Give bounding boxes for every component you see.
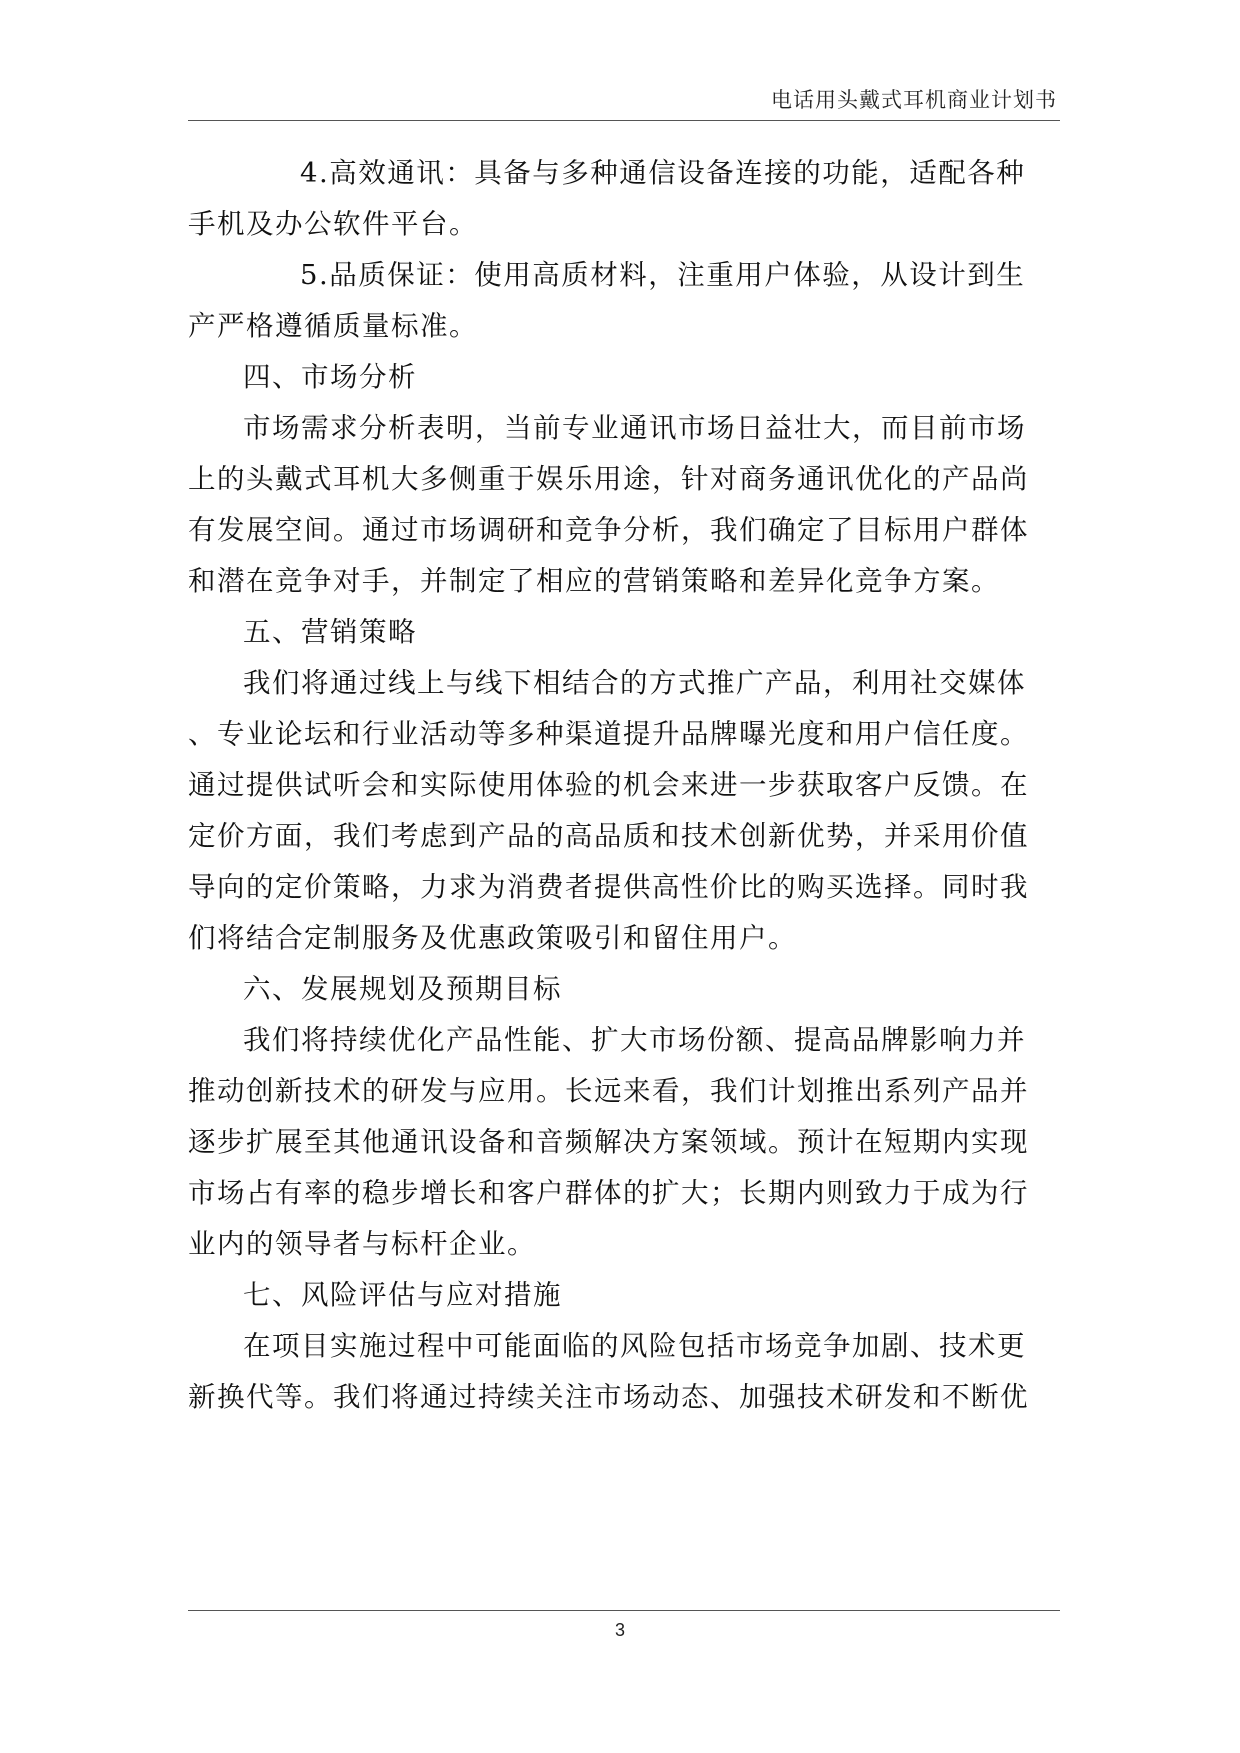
paragraph-line: 通过提供试听会和实际使用体验的机会来进一步获取客户反馈。在 [188, 769, 1029, 801]
paragraph-line: 有发展空间。通过市场调研和竞争分析，我们确定了目标用户群体 [188, 514, 1029, 546]
list-item-4-line-2: 手机及办公软件平台。 [188, 208, 478, 240]
page-number: 3 [614, 1620, 625, 1640]
page-header-title: 电话用头戴式耳机商业计划书 [771, 88, 1057, 112]
section-heading-market-analysis: 四、市场分析 [243, 361, 417, 393]
list-item-5-line-2: 产严格遵循质量标准。 [188, 310, 478, 342]
list-item-4-line-1: 4.高效通讯：具备与多种通信设备连接的功能，适配各种 [300, 157, 1026, 189]
document-body [188, 148, 1060, 1423]
paragraph-line: 新换代等。我们将通过持续关注市场动态、加强技术研发和不断优 [188, 1381, 1029, 1413]
paragraph-line: 定价方面，我们考虑到产品的高品质和技术创新优势，并采用价值 [188, 820, 1029, 852]
paragraph-line: 我们将通过线上与线下相结合的方式推广产品，利用社交媒体 [243, 667, 1026, 699]
paragraph-line: 上的头戴式耳机大多侧重于娱乐用途，针对商务通讯优化的产品尚 [188, 463, 1029, 495]
section-heading-risk-assessment: 七、风险评估与应对措施 [243, 1279, 562, 1311]
list-item-5-line-1: 5.品质保证：使用高质材料，注重用户体验，从设计到生 [300, 259, 1026, 291]
paragraph-line: 我们将持续优化产品性能、扩大市场份额、提高品牌影响力并 [243, 1024, 1026, 1056]
section-heading-marketing-strategy: 五、营销策略 [243, 616, 417, 648]
paragraph-line: 市场需求分析表明，当前专业通讯市场日益壮大，而目前市场 [243, 412, 1026, 444]
paragraph-line: 们将结合定制服务及优惠政策吸引和留住用户。 [188, 922, 797, 954]
footer-rule [188, 1610, 1060, 1611]
paragraph-line: 在项目实施过程中可能面临的风险包括市场竞争加剧、技术更 [243, 1330, 1026, 1362]
paragraph-line: 和潜在竞争对手，并制定了相应的营销策略和差异化竞争方案。 [188, 565, 1000, 597]
paragraph-line: 市场占有率的稳步增长和客户群体的扩大；长期内则致力于成为行 [188, 1177, 1029, 1209]
section-heading-development-plan: 六、发展规划及预期目标 [243, 973, 562, 1005]
paragraph-line: 、专业论坛和行业活动等多种渠道提升品牌曝光度和用户信任度。 [188, 718, 1029, 750]
paragraph-line: 业内的领导者与标杆企业。 [188, 1228, 536, 1260]
paragraph-line: 导向的定价策略，力求为消费者提供高性价比的购买选择。同时我 [188, 871, 1029, 903]
paragraph-line: 推动创新技术的研发与应用。长远来看，我们计划推出系列产品并 [188, 1075, 1029, 1107]
header-rule [188, 120, 1060, 121]
paragraph-line: 逐步扩展至其他通讯设备和音频解决方案领域。预计在短期内实现 [188, 1126, 1029, 1158]
